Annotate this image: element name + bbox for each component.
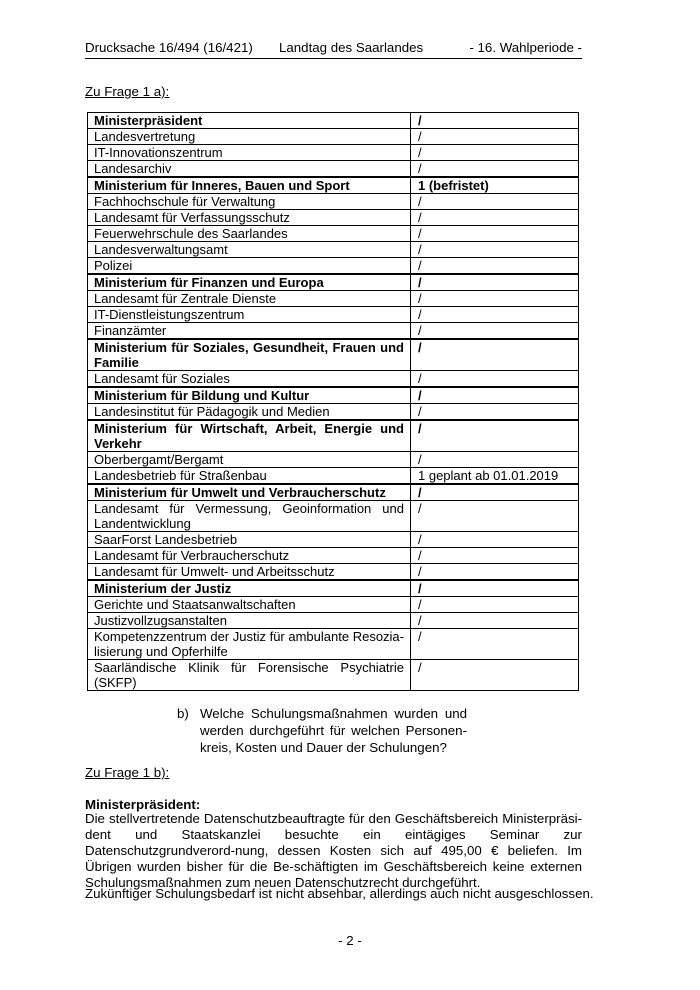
ministerpraesident-heading: Ministerpräsident: (85, 797, 201, 812)
table-row-ministry (88, 274, 579, 291)
table-row (88, 371, 579, 388)
table-cell-count: 1 (befristet) (411, 177, 579, 194)
table-row (88, 452, 579, 468)
table-cell-count: / (411, 501, 579, 532)
table-cell-authority: Gerichte und Staatsanwaltschaften (88, 597, 411, 613)
table-cell-authority: Landesamt für Verfassungsschutz (88, 210, 411, 226)
table-row (88, 129, 579, 145)
table-row-ministry (88, 177, 579, 194)
table-row-ministry (88, 580, 579, 597)
table-row (88, 145, 579, 161)
authorities-table-body (88, 113, 579, 691)
page-number: - 2 - (338, 933, 362, 948)
table-cell-authority: Landesvertretung (88, 129, 411, 145)
question-b-text: Welche Schulungsmaßnahmen wurden und werden durchgeführt für welchen Personen-kreis, Kosten und Dauer der Schulungen? (200, 706, 467, 755)
table-row-ministry (88, 484, 579, 501)
table-cell-count: / (411, 371, 579, 388)
table-cell-authority: Ministerium der Justiz (88, 580, 411, 597)
table-cell-authority: Landesamt für Verbraucherschutz (88, 548, 411, 564)
table-cell-count: / (411, 323, 579, 340)
table-cell-count: / (411, 113, 579, 129)
table-cell-authority: Polizei (88, 258, 411, 275)
table-row (88, 226, 579, 242)
table-cell-authority: SaarForst Landesbetrieb (88, 532, 411, 548)
table-row (88, 242, 579, 258)
table-cell-authority: Finanzämter (88, 323, 411, 340)
table-row (88, 307, 579, 323)
question-b-label: b) (177, 706, 189, 721)
table-cell-count: / (411, 258, 579, 275)
table-row (88, 660, 579, 691)
table-cell-authority: Ministerium für Wirtschaft, Arbeit, Energie und Verkehr (88, 420, 411, 452)
table-cell-count: / (411, 242, 579, 258)
header-parliament: Landtag des Saarlandes (279, 40, 424, 55)
table-row (88, 548, 579, 564)
table-cell-authority: Landesamt für Vermessung, Geoinformation und Landentwicklung (88, 501, 411, 532)
table-row (88, 404, 579, 421)
table-cell-count: / (411, 484, 579, 501)
table-cell-authority: Landesverwaltungsamt (88, 242, 411, 258)
table-cell-count: / (411, 387, 579, 404)
table-cell-count: / (411, 161, 579, 178)
header-document-number: Drucksache 16/494 (16/421) (85, 40, 253, 55)
table-cell-count: / (411, 194, 579, 210)
table-cell-count: / (411, 564, 579, 581)
table-row-ministry (88, 420, 579, 452)
table-row (88, 629, 579, 660)
table-row (88, 194, 579, 210)
table-cell-authority: Landesbetrieb für Straßenbau (88, 468, 411, 485)
table-cell-authority: Kompetenzzentrum der Justiz für ambulante Resozia-lisierung und Opferhilfe (88, 629, 411, 660)
table-row (88, 291, 579, 307)
answer-paragraph-2: Zukünftiger Schulungsbedarf ist nicht absehbar, allerdings auch nicht ausgeschlossen. (85, 886, 594, 901)
table-cell-count: / (411, 452, 579, 468)
table-cell-count: / (411, 532, 579, 548)
table-cell-authority: IT-Dienstleistungszentrum (88, 307, 411, 323)
authorities-table (87, 112, 579, 691)
table-row (88, 161, 579, 178)
table-cell-authority: Justizvollzugsanstalten (88, 613, 411, 629)
table-cell-authority: Ministerium für Bildung und Kultur (88, 387, 411, 404)
table-cell-count: / (411, 548, 579, 564)
table-cell-authority: Ministerium für Finanzen und Europa (88, 274, 411, 291)
table-cell-authority: Saarländische Klinik für Forensische Psychiatrie (SKFP) (88, 660, 411, 691)
table-cell-authority: Ministerium für Inneres, Bauen und Sport (88, 177, 411, 194)
page-header (85, 40, 582, 59)
table-cell-count: / (411, 597, 579, 613)
table-cell-count: / (411, 629, 579, 660)
table-cell-authority: Landesamt für Umwelt- und Arbeitsschutz (88, 564, 411, 581)
table-row-ministry (88, 113, 579, 129)
table-row-ministry (88, 387, 579, 404)
table-cell-authority: Ministerium für Soziales, Gesundheit, Frauen und Familie (88, 339, 411, 371)
table-row (88, 258, 579, 275)
table-cell-count: / (411, 580, 579, 597)
table-cell-authority: Ministerium für Umwelt und Verbraucherschutz (88, 484, 411, 501)
table-cell-authority: IT-Innovationszentrum (88, 145, 411, 161)
table-row (88, 468, 579, 485)
table-row (88, 597, 579, 613)
section-b-heading: Zu Frage 1 b): (85, 765, 170, 780)
table-cell-authority: Landesamt für Soziales (88, 371, 411, 388)
table-row (88, 323, 579, 340)
table-cell-authority: Oberbergamt/Bergamt (88, 452, 411, 468)
table-row (88, 501, 579, 532)
answer-paragraph-1: Die stellvertretende Datenschutzbeauftragte für den Geschäftsbereich Ministerpräsi-dent und Staatskanzlei besuchte ein eintägiges Seminar zur Datenschutzgrundverord-nung, dessen Kosten sich auf 495,00 € beliefen. Im Übrigen wurden bisher für die Be-schäftigten im Geschäftsbereich keine externen Schulungsmaßnahmen zum neuen Datenschutzrecht durchgeführt. (85, 811, 582, 890)
table-cell-count: / (411, 274, 579, 291)
table-cell-count: / (411, 210, 579, 226)
header-legislative-period: - 16. Wahlperiode - (469, 40, 582, 55)
table-row (88, 210, 579, 226)
table-cell-count: / (411, 307, 579, 323)
table-cell-authority: Feuerwehrschule des Saarlandes (88, 226, 411, 242)
table-cell-count: / (411, 145, 579, 161)
table-row-ministry (88, 339, 579, 371)
table-row (88, 613, 579, 629)
table-cell-authority: Ministerpräsident (88, 113, 411, 129)
table-cell-count: / (411, 404, 579, 421)
table-cell-authority: Landesinstitut für Pädagogik und Medien (88, 404, 411, 421)
table-row (88, 564, 579, 581)
table-cell-count: / (411, 613, 579, 629)
table-cell-count: / (411, 339, 579, 371)
table-cell-count: / (411, 291, 579, 307)
table-cell-count: / (411, 226, 579, 242)
table-cell-authority: Landesamt für Zentrale Dienste (88, 291, 411, 307)
table-cell-count: / (411, 420, 579, 452)
table-row (88, 532, 579, 548)
table-cell-count: 1 geplant ab 01.01.2019 (411, 468, 579, 485)
table-cell-authority: Landesarchiv (88, 161, 411, 178)
table-cell-count: / (411, 129, 579, 145)
table-cell-count: / (411, 660, 579, 691)
section-a-heading: Zu Frage 1 a): (85, 84, 170, 99)
table-cell-authority: Fachhochschule für Verwaltung (88, 194, 411, 210)
